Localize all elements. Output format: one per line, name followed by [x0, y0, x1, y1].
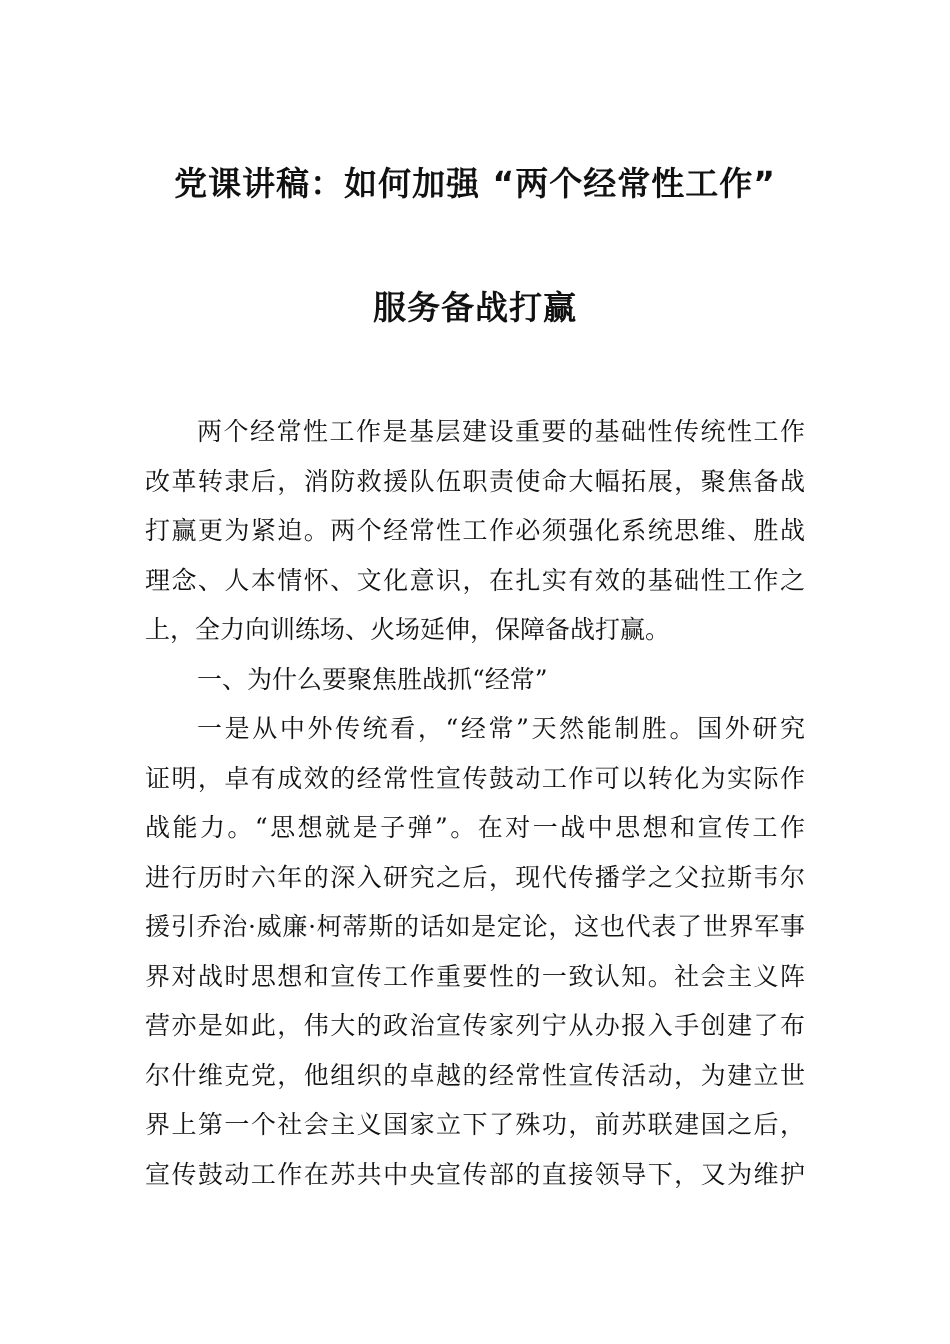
body-line: 理念、人本情怀、文化意识，在扎实有效的基础性工作之	[145, 565, 805, 595]
document-body	[145, 407, 805, 1199]
body-line: 宣传鼓动工作在苏共中央宣传部的直接领导下，又为维护	[145, 1159, 805, 1189]
body-line: 尔什维克党，他组织的卓越的经常性宣传活动，为建立世	[145, 1060, 805, 1090]
document-title-line-1: 党课讲稿：如何加强 “两个经常性工作”	[174, 164, 776, 203]
body-line: 进行历时六年的深入研究之后，现代传播学之父拉斯韦尔	[145, 862, 805, 892]
body-line: 援引乔治·威廉·柯蒂斯的话如是定论，这也代表了世界军事	[145, 912, 805, 941]
body-line: 界上第一个社会主义国家立下了殊功，前苏联建国之后，	[145, 1110, 805, 1139]
body-line: 战能力。“思想就是子弹”。在对一战中思想和宣传工作	[145, 813, 805, 842]
body-line: 两个经常性工作是基层建设重要的基础性传统性工作	[197, 417, 805, 446]
body-line: 界对战时思想和宣传工作重要性的一致认知。社会主义阵	[145, 961, 805, 991]
body-line: 一是从中外传统看，“经常”天然能制胜。国外研究	[197, 714, 805, 743]
section-heading: 一、为什么要聚焦胜战抓“经常”	[197, 664, 548, 694]
body-line: 证明，卓有成效的经常性宣传鼓动工作可以转化为实际作	[145, 763, 805, 793]
body-line: 打赢更为紧迫。两个经常性工作必须强化系统思维、胜战	[145, 516, 805, 545]
body-line: 改革转隶后，消防救援队伍职责使命大幅拓展，聚焦备战	[145, 466, 805, 496]
body-line: 营亦是如此，伟大的政治宣传家列宁从办报入手创建了布	[145, 1011, 805, 1040]
document-title-line-2: 服务备战打赢	[373, 288, 577, 327]
body-line: 上，全力向训练场、火场延伸，保障备战打赢。	[145, 615, 671, 644]
